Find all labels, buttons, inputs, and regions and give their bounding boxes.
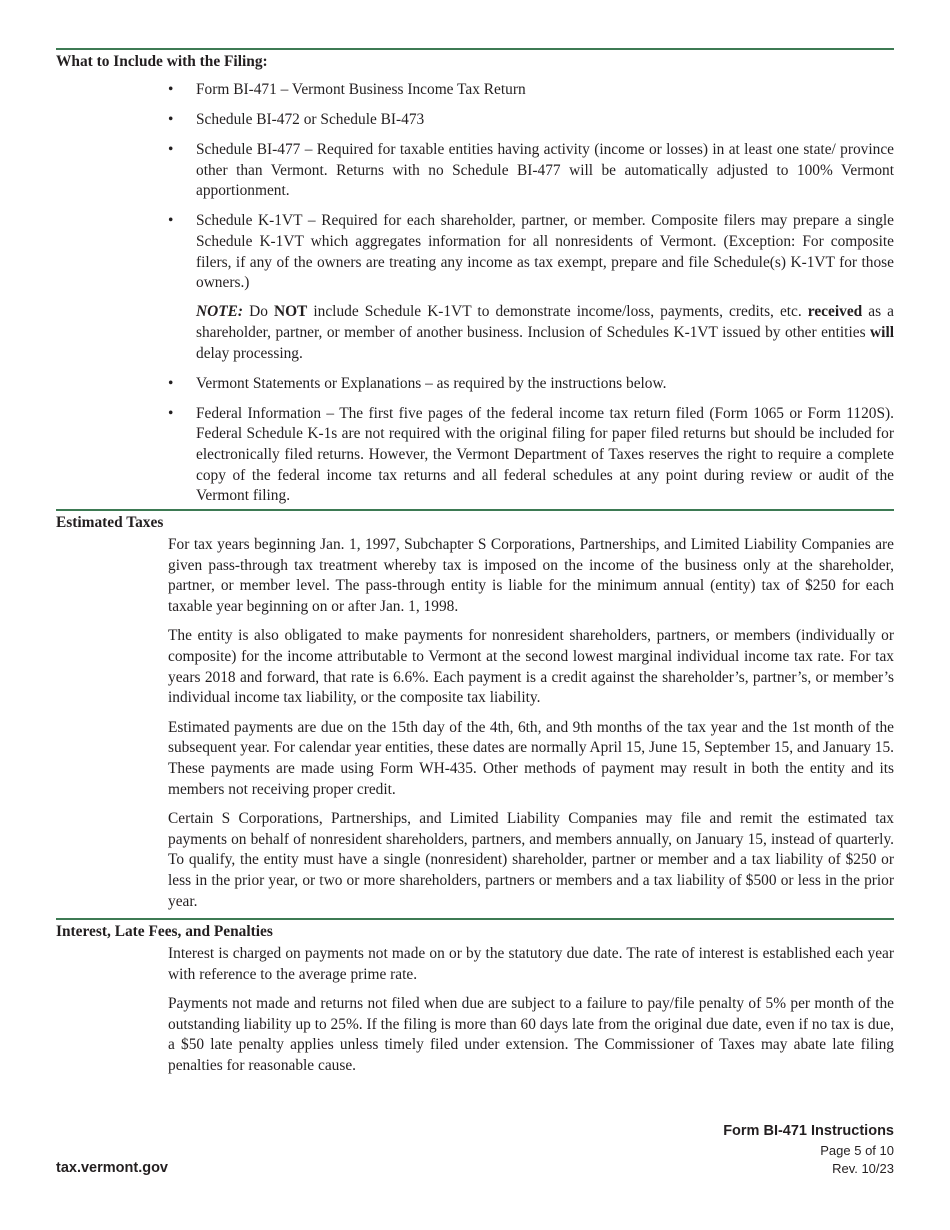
list-item: • Schedule BI-472 or Schedule BI-473 (168, 110, 894, 131)
bullet-icon: • (168, 81, 174, 98)
bullet-icon: • (168, 374, 174, 392)
note-paragraph: NOTE: Do NOT include Schedule K-1VT to demonstrate income/loss, payments, credits, etc. received as a shareholder, partner, or member of another business. Inclusion of Schedules K-1VT issued by other entities will delay processing. (196, 303, 894, 362)
list-item: • Form BI-471 – Vermont Business Income Tax Return (168, 80, 894, 101)
paragraph: Interest is charged on payments not made on or by the statutory due date. The rate of interest is established each year with reference to the average prime rate. (168, 945, 894, 983)
section-divider (56, 509, 894, 511)
bullet-icon: • (168, 111, 174, 129)
section-heading-estimated-taxes: Estimated Taxes (56, 514, 164, 531)
section-heading-what-to-include: What to Include with the Filing: (56, 53, 268, 70)
section-divider (56, 48, 894, 50)
list-item: • Schedule K-1VT – Required for each shareholder, partner, or member. Composite filers may prepare a single Schedule K-1VT which aggregates information for all nonresidents of Vermont. (Exception: For composite filers, if any of the owners are treating any income as tax exempt, prepare and file Schedule(s) K-1VT for those owners.) (168, 212, 894, 292)
revision: Rev. 10/23 (832, 1161, 894, 1176)
paragraph: For tax years beginning Jan. 1, 1997, Subchapter S Corporations, Partnerships, and Limited Liability Companies are given pass-through tax treatment whereby tax is imposed on the income of the business only at the shareholder, partner, or member level. The pass-through entity is liable for the minimum annual (entity) tax of $250 for each taxable year beginning on or after Jan. 1, 1998. (168, 536, 894, 615)
interest-penalties-text (168, 944, 894, 1086)
paragraph: Certain S Corporations, Partnerships, and Limited Liability Companies may file and remit the estimated tax payments on behalf of nonresident shareholders, partners, and members annually, on January 15, instead of quarterly. To qualify, the entity must have a single (nonresident) shareholder, partner or member and a tax liability of $250 or less in the prior year, or two or more shareholders, partners or members and a tax liability of $500 or less in the prior year. (168, 810, 894, 910)
section-heading-interest-penalties: Interest, Late Fees, and Penalties (56, 923, 273, 940)
bullet-icon: • (168, 404, 174, 422)
page-number: Page 5 of 10 (820, 1143, 894, 1158)
list-item: • Vermont Statements or Explanations – as required by the instructions below. (168, 374, 894, 395)
paragraph: Payments not made and returns not filed when due are subject to a failure to pay/file penalty of 5% per month of the outstanding liability up to 25%. If the filing is more than 60 days late from the original due date, even if no tax is due, a $50 late penalty applies unless timely filed under extension. The Commissioner of Taxes may abate late filing penalties for reasonable cause. (168, 995, 894, 1074)
list-item: • Federal Information – The first five pages of the federal income tax return filed (Form 1065 or Form 1120S). Federal Schedule K-1s are not required with the original filing for paper filed returns but should be included for electronically filed returns. However, the Vermont Department of Taxes reserves the right to require a complete copy of the federal income tax returns and all federal schedules at any point during review or audit of the Vermont filing. (168, 404, 894, 505)
website-url: tax.vermont.gov (56, 1160, 168, 1176)
list-item: • Schedule BI-477 – Required for taxable entities having activity (income or losses) in at least one state/ province other than Vermont. Returns with no Schedule BI-477 will be automatically adjusted to 100% Vermont apportionment. (168, 141, 894, 200)
include-list (168, 80, 894, 516)
estimated-taxes-text (168, 535, 894, 921)
note-label: NOTE: (196, 303, 244, 321)
bullet-icon: • (168, 141, 174, 159)
paragraph: Estimated payments are due on the 15th day of the 4th, 6th, and 9th months of the tax year and the 1st month of the subsequent year. For calendar year entities, these dates are normally April 15, June 15, September 15, and January 15. These payments are made using Form WH-435. Other methods of payment may result in both the entity and its members not receiving proper credit. (168, 718, 894, 798)
paragraph: The entity is also obligated to make payments for nonresident shareholders, partners, or members (individually or composite) for the income attributable to Vermont at the second lowest marginal individual income tax rate. For tax years 2018 and forward, that rate is 6.6%. Each payment is a credit against the shareholder’s, partner’s, or member’s individual income tax liability, or the composite tax liability. (168, 627, 894, 707)
section-divider (56, 918, 894, 920)
bullet-icon: • (168, 212, 174, 230)
form-title: Form BI-471 Instructions (723, 1123, 894, 1139)
